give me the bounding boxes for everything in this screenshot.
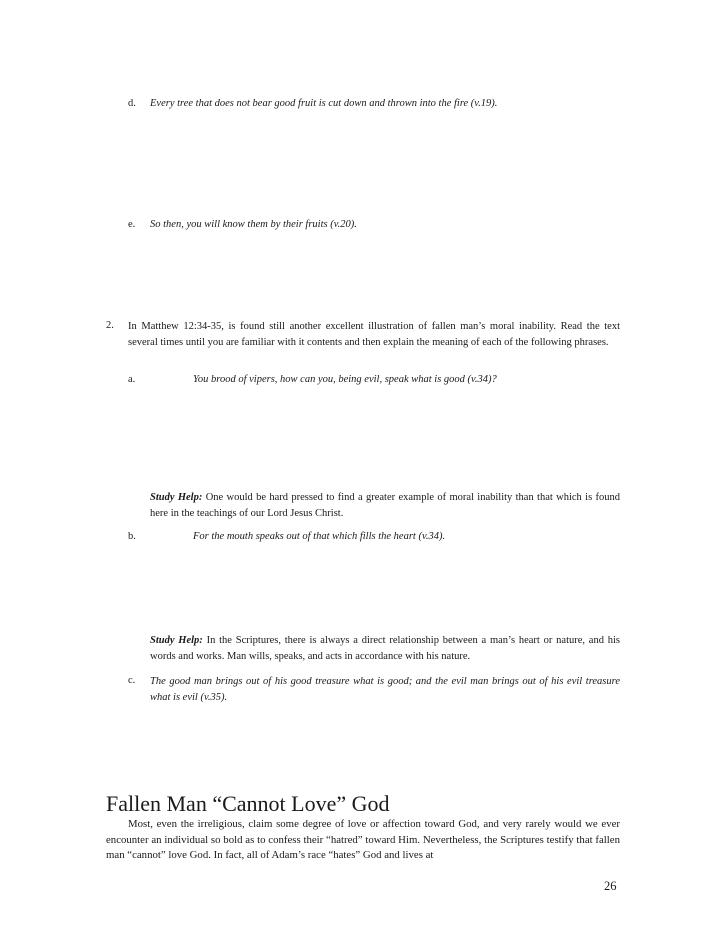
study-help-1 [150, 490, 620, 521]
item-2a-text: You brood of vipers, how can you, being evil, speak what is good (v.34)? [193, 374, 497, 385]
study-help-2 [150, 633, 620, 664]
item-d-text: Every tree that does not bear good fruit is cut down and thrown into the fire (v.19). [150, 98, 498, 109]
question-2-text: In Matthew 12:34-35, is found still another excellent illustration of fallen man’s moral inability. Read the text several times until you are familiar with it contents and then explain the meaning of each of the following phrases. [128, 321, 620, 348]
study-help-1-text: One would be hard pressed to find a greater example of moral inability than that which is found here in the teachings of our Lord Jesus Christ. [150, 492, 620, 519]
item-2a-letter: a. [128, 374, 136, 385]
item-e-text: So then, you will know them by their fruits (v.20). [150, 219, 357, 230]
study-help-2-label: Study Help: [150, 635, 203, 646]
item-2c-letter: c. [128, 675, 136, 686]
page-number: 26 [604, 879, 617, 893]
item-2c-text: The good man brings out of his good treasure what is good; and the evil man brings out of his evil treasure what is evil (v.35). [150, 676, 620, 703]
item-e-letter: e. [128, 219, 136, 230]
question-2-number: 2. [106, 320, 114, 331]
item-2b-text: For the mouth speaks out of that which fills the heart (v.34). [193, 531, 446, 542]
item-2b-letter: b. [128, 531, 136, 542]
study-help-2-text: In the Scriptures, there is always a direct relationship between a man’s heart or nature, and his words and works. Man wills, speaks, and acts in accordance with his nature. [150, 635, 621, 662]
item-d-letter: d. [128, 98, 136, 109]
section-paragraph: Most, even the irreligious, claim some degree of love or affection toward God, and very rarely would we ever encounter an individual so bold as to confess their “hatred” toward Him. Nevertheless, the Scriptures testify that fallen man “cannot” love God. In fact, all of Adam’s race “hates” God and lives at [106, 818, 620, 861]
section-heading: Fallen Man “Cannot Love” God [106, 791, 390, 816]
study-help-1-label: Study Help: [150, 492, 203, 503]
